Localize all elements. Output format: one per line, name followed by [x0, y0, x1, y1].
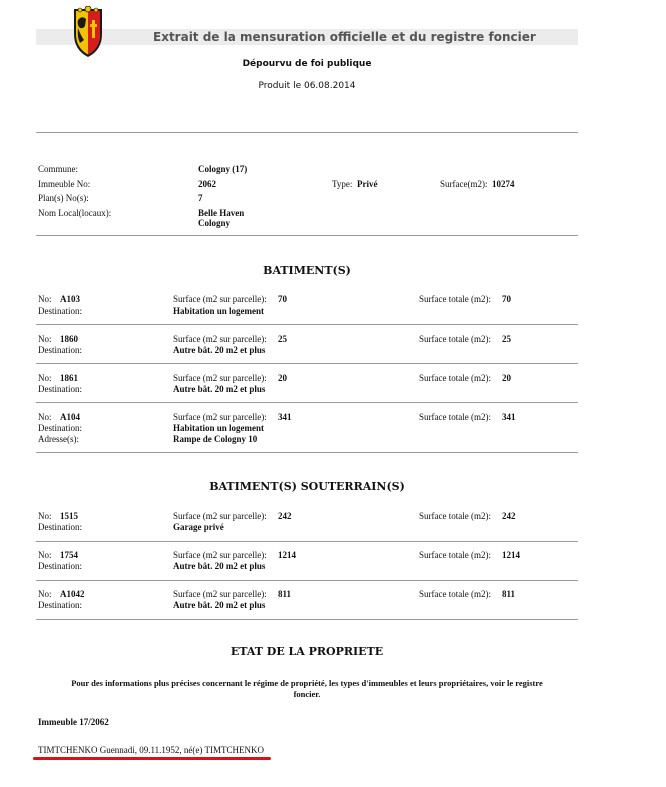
souterrain-destination: Garage privé: [173, 522, 224, 532]
souterrain-total: 242: [502, 511, 516, 521]
batiment-surface: 341: [278, 412, 292, 422]
souterrain-total-label: Surface totale (m2):: [419, 589, 491, 599]
immeuble-value: 2062: [198, 179, 216, 189]
batiment-surface-label: Surface (m2 sur parcelle):: [173, 373, 267, 383]
batiment-total: 70: [502, 294, 511, 304]
souterrain-destination-label: Destination:: [38, 522, 82, 532]
batiment-destination-label: Destination:: [38, 345, 82, 355]
souterrain-no: 1515: [60, 511, 78, 521]
souterrain-surface-label: Surface (m2 sur parcelle):: [173, 550, 267, 560]
batiment-destination: Autre bât. 20 m2 et plus: [173, 345, 266, 355]
souterrains-heading: BATIMENT(S) SOUTERRAIN(S): [209, 480, 405, 493]
batiment-surface-label: Surface (m2 sur parcelle):: [173, 412, 267, 422]
nomlocal-label: Nom Local(locaux):: [38, 208, 112, 218]
batiment-destination-label: Destination:: [38, 384, 82, 394]
batiment-adresse: Rampe de Cologny 10: [173, 434, 258, 444]
nomlocal-value-1: Belle Haven: [198, 208, 245, 218]
batiment-total-label: Surface totale (m2):: [419, 373, 491, 383]
divider: [36, 619, 578, 620]
batiment-surface-label: Surface (m2 sur parcelle):: [173, 334, 267, 344]
souterrain-total-label: Surface totale (m2):: [419, 511, 491, 521]
souterrain-no: A1042: [60, 589, 85, 599]
commune-label: Commune:: [38, 164, 78, 174]
souterrain-total: 811: [502, 589, 516, 599]
divider: [36, 324, 578, 325]
owner-underline: [33, 757, 271, 760]
souterrain-no-label: No:: [38, 550, 52, 560]
souterrain-destination-label: Destination:: [38, 561, 82, 571]
batiment-no-label: No:: [38, 373, 52, 383]
souterrain-surface: 1214: [278, 550, 296, 560]
batiment-no: A104: [60, 412, 80, 422]
divider: [36, 580, 578, 581]
souterrain-total-label: Surface totale (m2):: [419, 550, 491, 560]
batiment-destination: Habitation un logement: [173, 423, 265, 433]
plan-label: Plan(s) No(s):: [38, 193, 89, 203]
divider: [36, 452, 578, 453]
batiments-heading: BATIMENT(S): [263, 264, 351, 277]
batiment-no-label: No:: [38, 412, 52, 422]
immeuble-label: Immeuble No:: [38, 179, 91, 189]
divider: [36, 541, 578, 542]
batiment-destination-label: Destination:: [38, 423, 82, 433]
souterrain-surface: 242: [278, 511, 292, 521]
surface-value: 10274: [492, 179, 515, 189]
souterrain-destination-label: Destination:: [38, 600, 82, 610]
batiment-surface: 20: [278, 373, 287, 383]
nomlocal-value-2: Cologny: [198, 218, 231, 228]
surface-label: Surface(m2):: [440, 179, 488, 189]
batiment-no: 1860: [60, 334, 78, 344]
batiment-total: 341: [502, 412, 516, 422]
batiment-total: 20: [502, 373, 511, 383]
batiment-total-label: Surface totale (m2):: [419, 412, 491, 422]
souterrain-no: 1754: [60, 550, 78, 560]
owner-line: TIMTCHENKO Guennadi, 09.11.1952, né(e) TIMTCHENKO: [38, 745, 264, 755]
batiment-total-label: Surface totale (m2):: [419, 294, 491, 304]
divider: [36, 363, 578, 364]
geneva-crest-icon: [66, 6, 110, 60]
batiment-adresse-label: Adresse(s):: [38, 434, 79, 444]
commune-value: Cologny (17): [198, 164, 248, 174]
propriete-note-line-2: foncier.: [293, 689, 321, 699]
divider: [36, 402, 578, 403]
divider: [36, 235, 578, 236]
propriete-heading: ETAT DE LA PROPRIETE: [230, 645, 384, 658]
batiment-total-label: Surface totale (m2):: [419, 334, 491, 344]
batiment-total: 25: [502, 334, 511, 344]
batiment-surface: 70: [278, 294, 287, 304]
batiment-no: A103: [60, 294, 80, 304]
disclaimer: Dépourvu de foi publique: [242, 59, 372, 69]
batiment-no: 1861: [60, 373, 78, 383]
souterrain-destination: Autre bât. 20 m2 et plus: [173, 600, 266, 610]
souterrain-surface-label: Surface (m2 sur parcelle):: [173, 511, 267, 521]
immeuble-reference: Immeuble 17/2062: [38, 717, 109, 727]
production-date: Produit le 06.08.2014: [258, 81, 356, 91]
divider: [36, 132, 578, 133]
souterrain-no-label: No:: [38, 511, 52, 521]
souterrain-no-label: No:: [38, 589, 52, 599]
souterrain-destination: Autre bât. 20 m2 et plus: [173, 561, 266, 571]
batiment-surface: 25: [278, 334, 287, 344]
batiment-destination: Habitation un logement: [173, 306, 265, 316]
propriete-note: [36, 678, 578, 700]
batiment-surface-label: Surface (m2 sur parcelle):: [173, 294, 267, 304]
document-title: Extrait de la mensuration officielle et du registre foncier: [153, 30, 536, 44]
batiment-destination: Autre bât. 20 m2 et plus: [173, 384, 266, 394]
type-value: Privé: [357, 179, 378, 189]
batiment-no-label: No:: [38, 334, 52, 344]
souterrain-surface-label: Surface (m2 sur parcelle):: [173, 589, 267, 599]
plan-value: 7: [198, 193, 203, 203]
souterrain-surface: 811: [278, 589, 292, 599]
batiment-no-label: No:: [38, 294, 52, 304]
propriete-note-line-1: Pour des informations plus précises concernant le régime de propriété, les types d'immeubles et leurs propriétaires, voir le registre: [71, 678, 543, 688]
batiment-destination-label: Destination:: [38, 306, 82, 316]
type-label: Type:: [332, 179, 353, 189]
souterrain-total: 1214: [502, 550, 520, 560]
